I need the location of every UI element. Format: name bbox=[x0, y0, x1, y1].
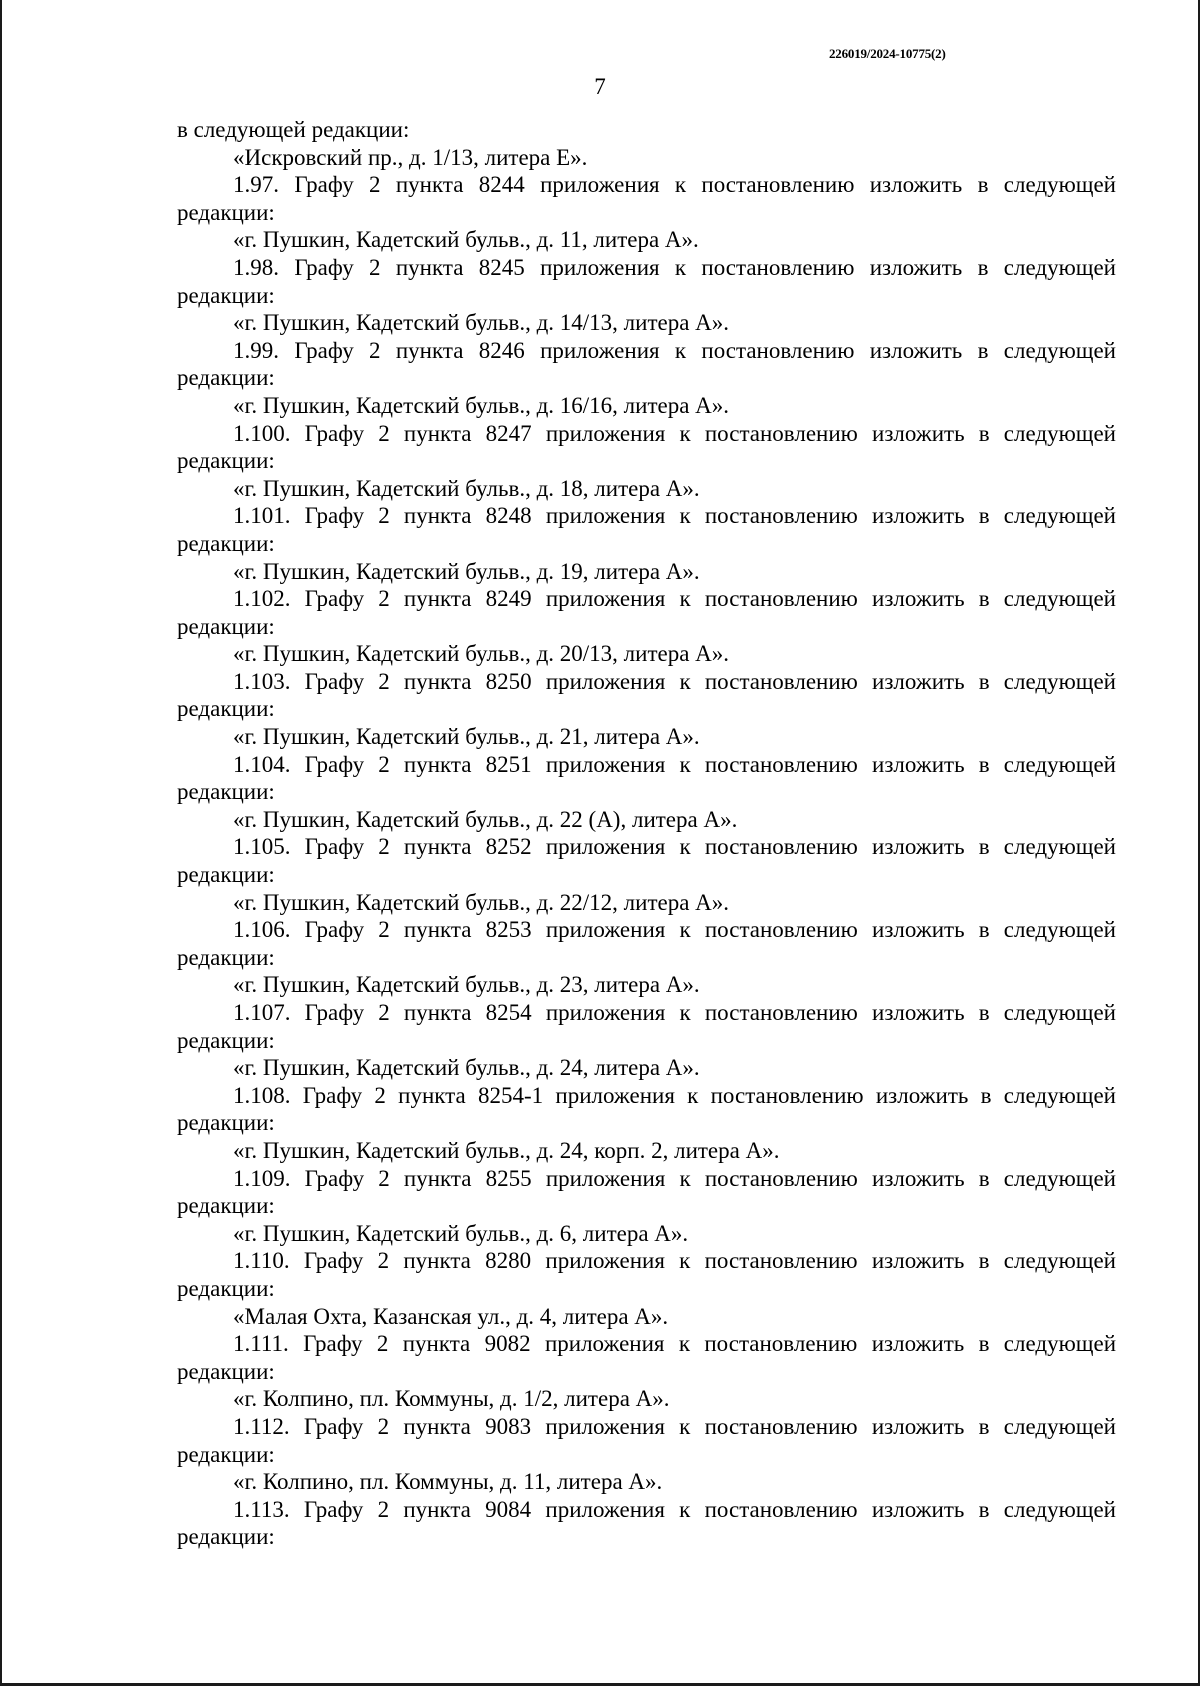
amendment-address: «г. Пушкин, Кадетский бульв., д. 14/13, литера А». bbox=[233, 310, 730, 336]
amendment-continuation: редакции: bbox=[177, 448, 275, 474]
amendment-continuation: редакции: bbox=[177, 779, 275, 805]
amendment-continuation: редакции: bbox=[177, 613, 275, 639]
amendment-continuation: редакции: bbox=[177, 862, 275, 888]
amendment-continuation: редакции: bbox=[177, 1441, 275, 1467]
document-number: 226019/2024-10775(2) bbox=[829, 46, 946, 61]
amendment-item: 1.110. Графу 2 пункта 8280 приложения к постановлению изложить в следующей bbox=[233, 1248, 1116, 1274]
amendment-continuation: редакции: bbox=[177, 1193, 275, 1219]
amendment-continuation: редакции: bbox=[177, 530, 275, 556]
amendment-item: 1.112. Графу 2 пункта 9083 приложения к постановлению изложить в следующей bbox=[233, 1413, 1116, 1439]
intro-address: «Искровский пр., д. 1/13, литера Е». bbox=[233, 144, 588, 170]
amendment-continuation: редакции: bbox=[177, 1110, 275, 1136]
amendment-item: 1.97. Графу 2 пункта 8244 приложения к постановлению изложить в следующей bbox=[233, 172, 1116, 198]
amendment-item: 1.105. Графу 2 пункта 8252 приложения к постановлению изложить в следующей bbox=[233, 834, 1116, 860]
amendment-address: «г. Пушкин, Кадетский бульв., д. 19, литера А». bbox=[233, 558, 700, 584]
amendment-item: 1.108. Графу 2 пункта 8254-1 приложения к постановлению изложить в следующей bbox=[233, 1082, 1116, 1108]
intro-lead: в следующей редакции: bbox=[177, 117, 410, 142]
amendment-item: 1.109. Графу 2 пункта 8255 приложения к постановлению изложить в следующей bbox=[233, 1165, 1116, 1191]
amendment-item: 1.102. Графу 2 пункта 8249 приложения к постановлению изложить в следующей bbox=[233, 586, 1116, 612]
amendment-address: «г. Колпино, пл. Коммуны, д. 11, литера А». bbox=[233, 1469, 663, 1495]
amendment-address: «г. Пушкин, Кадетский бульв., д. 23, литера А». bbox=[233, 972, 700, 998]
amendment-item: 1.101. Графу 2 пункта 8248 приложения к постановлению изложить в следующей bbox=[233, 503, 1116, 529]
amendment-item: 1.111. Графу 2 пункта 9082 приложения к постановлению изложить в следующей bbox=[233, 1331, 1116, 1357]
amendment-continuation: редакции: bbox=[177, 1275, 275, 1301]
amendment-address: «г. Пушкин, Кадетский бульв., д. 18, литера А». bbox=[233, 475, 700, 501]
amendment-item: 1.98. Графу 2 пункта 8245 приложения к постановлению изложить в следующей bbox=[233, 254, 1116, 280]
amendment-continuation: редакции: bbox=[177, 1027, 275, 1053]
amendment-item: 1.104. Графу 2 пункта 8251 приложения к постановлению изложить в следующей bbox=[233, 751, 1116, 777]
amendment-address: «г. Пушкин, Кадетский бульв., д. 11, литера А». bbox=[233, 227, 699, 253]
amendment-address: «г. Колпино, пл. Коммуны, д. 1/2, литера А». bbox=[233, 1386, 670, 1412]
amendment-address: «г. Пушкин, Кадетский бульв., д. 16/16, литера А». bbox=[233, 392, 730, 418]
amendment-address: «Малая Охта, Казанская ул., д. 4, литера А». bbox=[233, 1303, 669, 1329]
amendment-address: «г. Пушкин, Кадетский бульв., д. 21, литера А». bbox=[233, 724, 700, 750]
amendment-item: 1.107. Графу 2 пункта 8254 приложения к постановлению изложить в следующей bbox=[233, 1000, 1116, 1025]
page-number: 7 bbox=[594, 74, 606, 99]
amendment-item: 1.113. Графу 2 пункта 9084 приложения к постановлению изложить в следующей bbox=[233, 1496, 1116, 1522]
amendment-address: «г. Пушкин, Кадетский бульв., д. 24, литера А». bbox=[233, 1055, 700, 1081]
amendment-address: «г. Пушкин, Кадетский бульв., д. 6, литера А». bbox=[233, 1220, 689, 1246]
amendment-continuation: редакции: bbox=[177, 696, 275, 722]
amendment-continuation: редакции: bbox=[177, 365, 275, 391]
amendment-continuation: редакции: bbox=[177, 282, 275, 308]
amendment-item: 1.100. Графу 2 пункта 8247 приложения к постановлению изложить в следующей bbox=[233, 420, 1116, 446]
amendment-continuation: редакции: bbox=[177, 1524, 275, 1550]
amendment-continuation: редакции: bbox=[177, 199, 275, 225]
document-body bbox=[177, 116, 1116, 1551]
amendment-address: «г. Пушкин, Кадетский бульв., д. 20/13, литера А». bbox=[233, 641, 730, 667]
amendment-address: «г. Пушкин, Кадетский бульв., д. 24, корп. 2, литера А». bbox=[233, 1137, 780, 1163]
amendment-continuation: редакции: bbox=[177, 944, 275, 970]
amendment-address: «г. Пушкин, Кадетский бульв., д. 22/12, литера А». bbox=[233, 889, 730, 915]
amendment-continuation: редакции: bbox=[177, 1358, 275, 1384]
scan-edge-left bbox=[0, 0, 2, 1686]
amendment-address: «г. Пушкин, Кадетский бульв., д. 22 (А), литера А». bbox=[233, 806, 738, 832]
amendment-item: 1.99. Графу 2 пункта 8246 приложения к постановлению изложить в следующей bbox=[233, 337, 1116, 363]
amendment-item: 1.106. Графу 2 пункта 8253 приложения к постановлению изложить в следующей bbox=[233, 917, 1116, 943]
amendment-item: 1.103. Графу 2 пункта 8250 приложения к постановлению изложить в следующей bbox=[233, 668, 1116, 694]
